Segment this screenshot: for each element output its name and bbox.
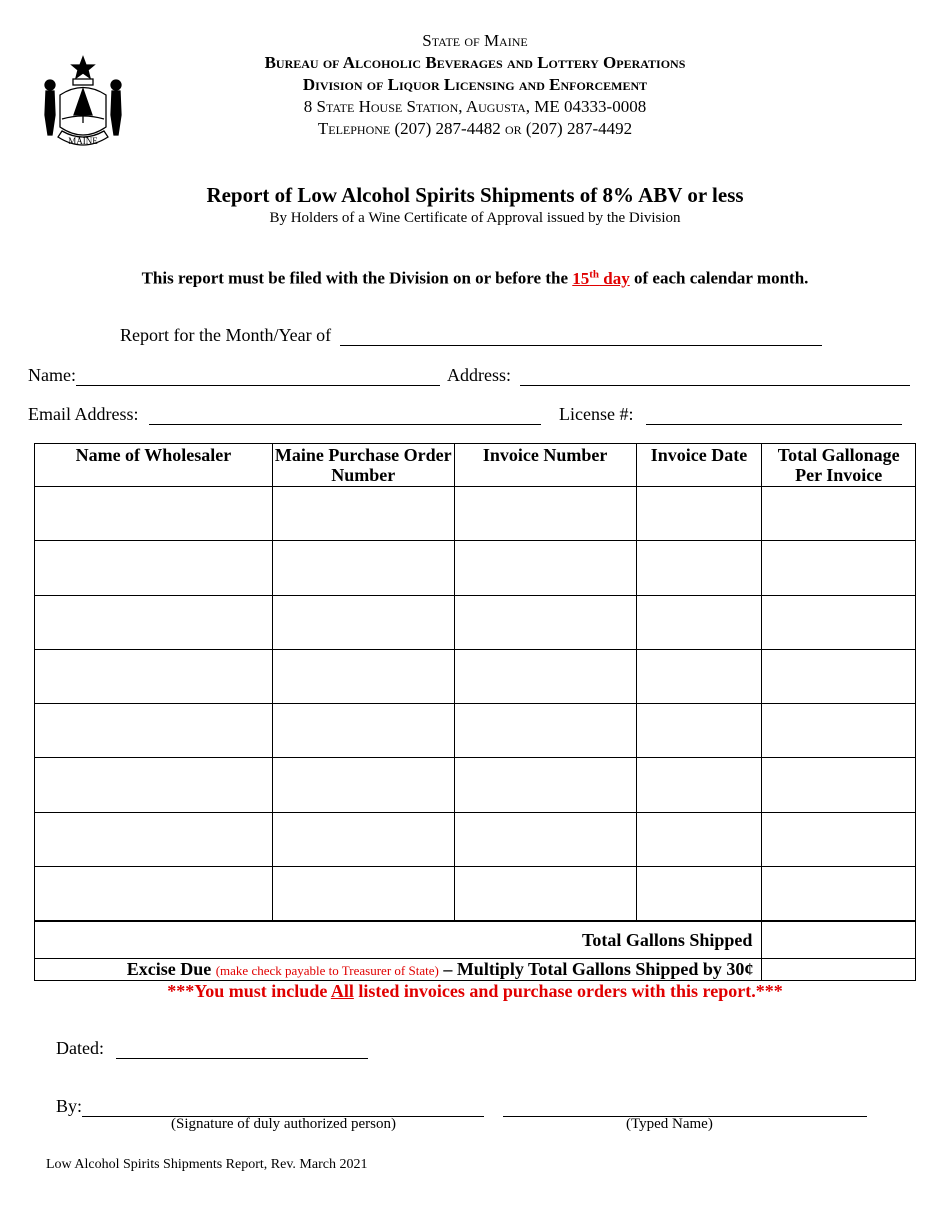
total-gallons-label: Total Gallons Shipped	[35, 921, 762, 959]
excise-payable-note: (make check payable to Treasurer of State)	[215, 963, 439, 979]
report-title: Report of Low Alcohol Spirits Shipments of 8% ABV or less	[206, 183, 744, 207]
email-input[interactable]	[149, 407, 541, 425]
column-header: Invoice Date	[636, 444, 762, 487]
table-row	[35, 812, 916, 866]
table-cell[interactable]	[636, 758, 762, 812]
excise-due-label: Excise Due (make check payable to Treasurer of State) – Multiply Total Gallons Shipped by 30¢	[35, 959, 762, 981]
table-row	[35, 758, 916, 812]
table-row	[35, 487, 916, 541]
table-cell[interactable]	[762, 704, 916, 758]
table-cell[interactable]	[762, 758, 916, 812]
by-field	[56, 1096, 484, 1117]
division-name: Division of Liquor Licensing and Enforcement	[302, 75, 648, 94]
invoice-warning: ***You must include All listed invoices and purchase orders with this report.***	[167, 981, 783, 1001]
svg-text:MAINE: MAINE	[68, 136, 98, 146]
typed-name-caption: (Typed Name)	[626, 1116, 713, 1132]
dated-input[interactable]	[116, 1041, 368, 1059]
table-cell[interactable]	[35, 704, 273, 758]
total-gallons-row	[35, 921, 916, 959]
table-cell[interactable]	[272, 758, 454, 812]
column-header: Maine Purchase Order Number	[272, 444, 454, 487]
table-cell[interactable]	[762, 487, 916, 541]
filing-deadline-notice: This report must be filed with the Division on or before the 15th day of each calendar month.	[141, 268, 809, 288]
signature-input[interactable]	[82, 1099, 484, 1117]
table-cell[interactable]	[272, 649, 454, 703]
name-label: Name:	[28, 365, 76, 385]
table-cell[interactable]	[762, 812, 916, 866]
table-cell[interactable]	[454, 541, 636, 595]
table-cell[interactable]	[272, 487, 454, 541]
table-cell[interactable]	[762, 541, 916, 595]
dated-field	[56, 1038, 368, 1059]
name-field	[28, 365, 440, 386]
table-row	[35, 595, 916, 649]
table-cell[interactable]	[636, 595, 762, 649]
table-header-row	[35, 444, 916, 487]
excise-due-row	[35, 959, 916, 981]
email-field	[28, 404, 541, 425]
month-year-input[interactable]	[340, 328, 822, 346]
table-cell[interactable]	[454, 595, 636, 649]
signature-caption: (Signature of duly authorized person)	[171, 1116, 396, 1132]
table-cell[interactable]	[454, 487, 636, 541]
email-label: Email Address:	[28, 404, 139, 424]
name-input[interactable]	[76, 368, 440, 386]
report-subtitle: By Holders of a Wine Certificate of Approval issued by the Division	[269, 210, 681, 226]
table-cell[interactable]	[35, 649, 273, 703]
table-cell[interactable]	[636, 487, 762, 541]
table-cell[interactable]	[454, 812, 636, 866]
address-label: Address:	[447, 365, 511, 385]
typed-name-field	[503, 1096, 867, 1117]
form-footer: Low Alcohol Spirits Shipments Report, Rev. March 2021	[46, 1157, 368, 1172]
table-cell[interactable]	[454, 758, 636, 812]
table-cell[interactable]	[454, 649, 636, 703]
table-row	[35, 649, 916, 703]
column-header: Name of Wholesaler	[35, 444, 273, 487]
table-cell[interactable]	[636, 649, 762, 703]
by-label: By:	[56, 1096, 83, 1116]
table-cell[interactable]	[272, 812, 454, 866]
table-cell[interactable]	[272, 867, 454, 921]
table-cell[interactable]	[35, 812, 273, 866]
table-cell[interactable]	[454, 867, 636, 921]
table-cell[interactable]	[762, 649, 916, 703]
table-cell[interactable]	[35, 487, 273, 541]
column-header: Total Gallonage Per Invoice	[762, 444, 916, 487]
month-year-field	[120, 325, 822, 346]
shipments-table	[34, 443, 916, 981]
table-cell[interactable]	[454, 704, 636, 758]
table-cell[interactable]	[272, 595, 454, 649]
table-cell[interactable]	[762, 595, 916, 649]
month-year-label: Report for the Month/Year of	[120, 325, 332, 345]
table-cell[interactable]	[272, 704, 454, 758]
address-input[interactable]	[520, 368, 910, 386]
license-field	[559, 404, 902, 425]
table-cell[interactable]	[636, 704, 762, 758]
agency-telephone: Telephone (207) 287-4482 or (207) 287-4492	[317, 119, 633, 138]
table-row	[35, 541, 916, 595]
table-row	[35, 867, 916, 921]
table-cell[interactable]	[35, 867, 273, 921]
excise-due-input[interactable]	[762, 959, 916, 981]
table-cell[interactable]	[636, 812, 762, 866]
table-cell[interactable]	[35, 595, 273, 649]
total-gallons-input[interactable]	[762, 921, 916, 959]
table-cell[interactable]	[636, 541, 762, 595]
table-cell[interactable]	[636, 867, 762, 921]
table-cell[interactable]	[35, 541, 273, 595]
table-cell[interactable]	[272, 541, 454, 595]
dated-label: Dated:	[56, 1038, 104, 1058]
state-name: State of Maine	[422, 31, 528, 50]
table-row	[35, 704, 916, 758]
bureau-name: Bureau of Alcoholic Beverages and Lottery Operations	[264, 53, 686, 72]
column-header: Invoice Number	[454, 444, 636, 487]
license-input[interactable]	[646, 407, 902, 425]
agency-address: 8 State House Station, Augusta, ME 04333-0008	[303, 97, 647, 116]
table-cell[interactable]	[762, 867, 916, 921]
agency-header	[0, 30, 950, 140]
address-field	[447, 365, 910, 386]
typed-name-input[interactable]	[503, 1099, 867, 1117]
license-label: License #:	[559, 404, 634, 424]
table-cell[interactable]	[35, 758, 273, 812]
